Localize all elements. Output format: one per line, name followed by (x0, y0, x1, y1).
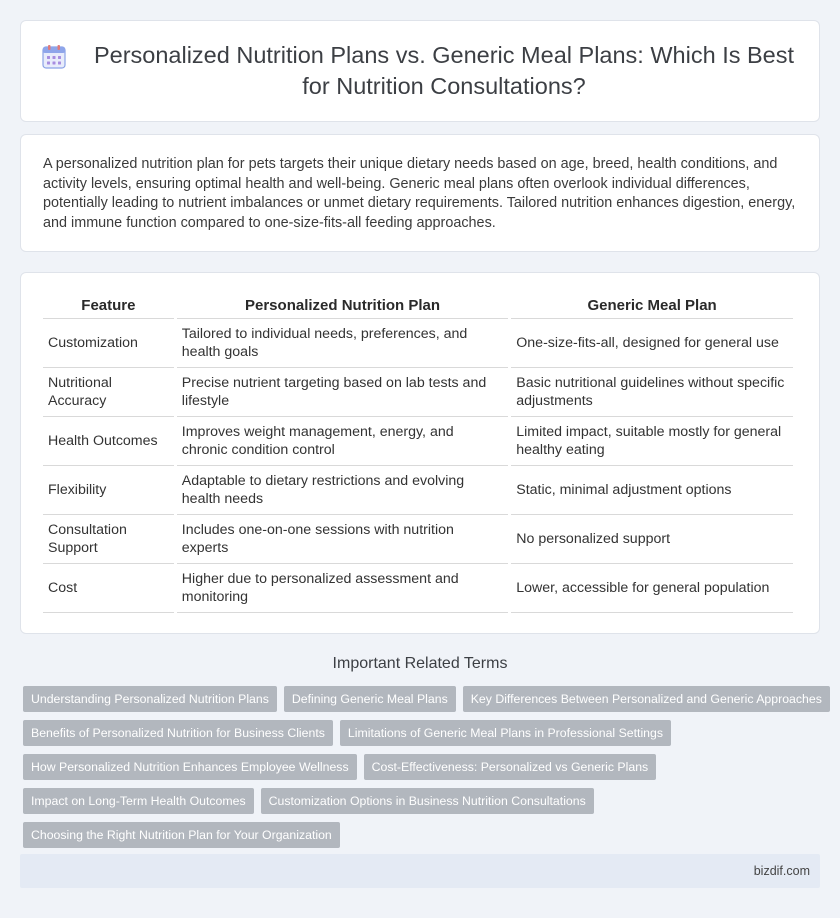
comparison-table (40, 295, 796, 613)
cell-generic: Basic nutritional guidelines without specific adjustments (511, 368, 793, 417)
cell-personalized: Precise nutrient targeting based on lab tests and lifestyle (177, 368, 508, 417)
cell-feature: Cost (43, 564, 174, 613)
footer-bar (20, 854, 820, 888)
term-row (23, 788, 823, 814)
term-tag[interactable]: Choosing the Right Nutrition Plan for Your Organization (23, 822, 340, 848)
cell-generic: One-size-fits-all, designed for general use (511, 319, 793, 368)
term-tag[interactable]: Customization Options in Business Nutrition Consultations (261, 788, 594, 814)
cell-generic: No personalized support (511, 515, 793, 564)
term-tag[interactable]: How Personalized Nutrition Enhances Employee Wellness (23, 754, 357, 780)
cell-personalized: Adaptable to dietary restrictions and evolving health needs (177, 466, 508, 515)
header-feature: Feature (43, 295, 174, 319)
cell-personalized: Higher due to personalized assessment and monitoring (177, 564, 508, 613)
table-header-row (43, 295, 793, 319)
title-card (20, 20, 820, 122)
comparison-table-card (20, 272, 820, 634)
header-generic: Generic Meal Plan (511, 295, 793, 319)
related-terms-heading: Important Related Terms (332, 655, 508, 672)
term-tag[interactable]: Limitations of Generic Meal Plans in Professional Settings (340, 720, 671, 746)
cell-generic: Lower, accessible for general population (511, 564, 793, 613)
cell-feature: Customization (43, 319, 174, 368)
title-wrap (41, 40, 799, 102)
table-row (43, 368, 793, 417)
term-tag[interactable]: Cost-Effectiveness: Personalized vs Generic Plans (364, 754, 657, 780)
table-row (43, 564, 793, 613)
intro-paragraph: A personalized nutrition plan for pets targets their unique dietary needs based on age, breed, health conditions, and activity levels, ensuring optimal health and well-being. Generic meal plans often overlook individual differences, potentially leading to nutrient imbalances or unmet dietary requirements. Tailored nutrition enhances digestion, energy, and immune function compared to one-size-fits-all feeding approaches. (43, 156, 796, 231)
calendar-icon (41, 44, 67, 70)
term-row (23, 822, 823, 848)
table-row (43, 466, 793, 515)
cell-feature: Consultation Support (43, 515, 174, 564)
table-row (43, 319, 793, 368)
related-terms (23, 686, 823, 856)
table-row (43, 515, 793, 564)
term-tag[interactable]: Benefits of Personalized Nutrition for Business Clients (23, 720, 333, 746)
cell-personalized: Improves weight management, energy, and chronic condition control (177, 417, 508, 466)
cell-generic: Static, minimal adjustment options (511, 466, 793, 515)
term-row (23, 754, 823, 780)
term-tag[interactable]: Understanding Personalized Nutrition Plans (23, 686, 277, 712)
cell-feature: Health Outcomes (43, 417, 174, 466)
page-title: Personalized Nutrition Plans vs. Generic Meal Plans: Which Is Best for Nutrition Consultations? (93, 42, 795, 99)
term-row (23, 686, 823, 712)
term-tag[interactable]: Impact on Long-Term Health Outcomes (23, 788, 254, 814)
intro-card (20, 134, 820, 252)
cell-feature: Nutritional Accuracy (43, 368, 174, 417)
term-tag[interactable]: Defining Generic Meal Plans (284, 686, 456, 712)
cell-feature: Flexibility (43, 466, 174, 515)
footer-site-link[interactable]: bizdif.com (753, 864, 810, 878)
cell-personalized: Tailored to individual needs, preferences, and health goals (177, 319, 508, 368)
table-row (43, 417, 793, 466)
term-tag[interactable]: Key Differences Between Personalized and Generic Approaches (463, 686, 830, 712)
cell-personalized: Includes one-on-one sessions with nutrition experts (177, 515, 508, 564)
cell-generic: Limited impact, suitable mostly for general healthy eating (511, 417, 793, 466)
header-personalized: Personalized Nutrition Plan (177, 295, 508, 319)
term-row (23, 720, 823, 746)
